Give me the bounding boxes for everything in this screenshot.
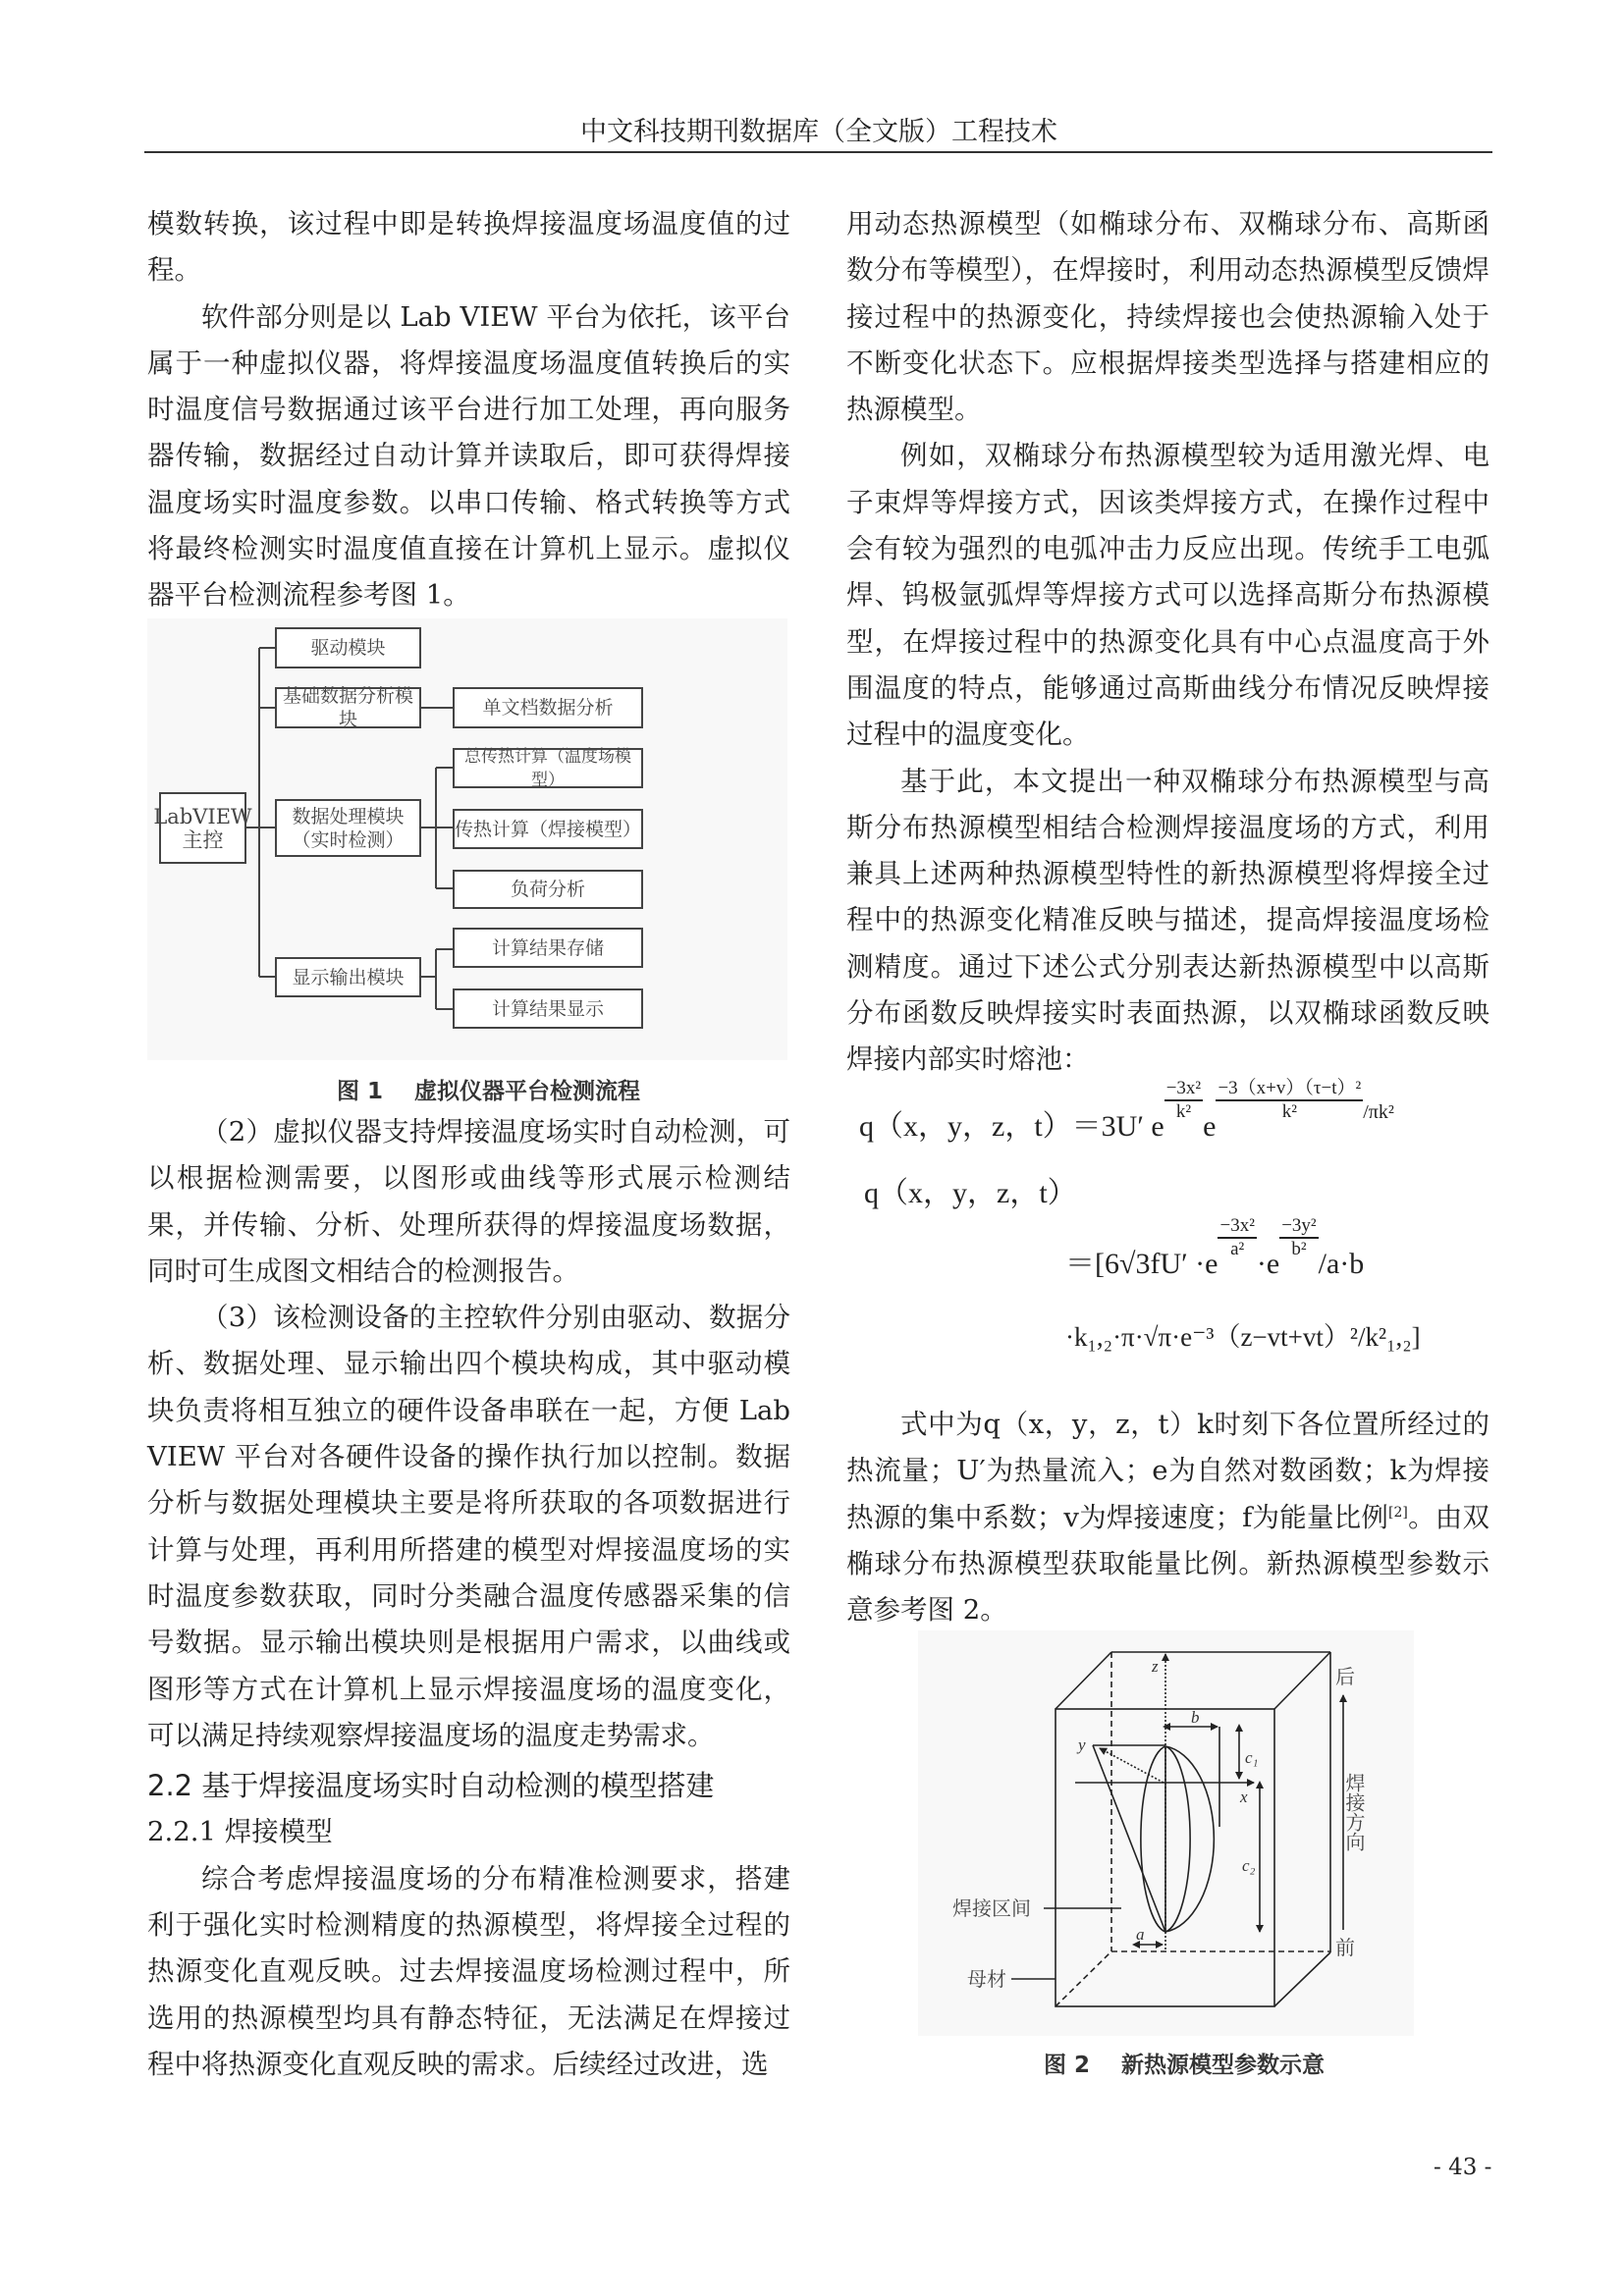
- y-axis: [1100, 1748, 1164, 1783]
- weld-zone-label: 焊接区间: [952, 1898, 1031, 1920]
- paragraph: 式中为q（x，y，z，t）k时刻下各位置所经过的热流量；U′为热量流入；e为自然对数函数；k为焊接热源的集中系数；v为焊接速度；f为能量比例[2]。由双椭球分布热源模型获取能量比例。新热源模型参数示意参考图 2。: [846, 1409, 1489, 1627]
- right-column-top: [846, 201, 1489, 1084]
- paragraph: 基于此，本文提出一种双椭球分布热源模型与高斯分布热源模型相结合检测焊接温度场的方式，利用兼具上述两种热源模型特性的新热源模型将焊接全过程中的热源变化精准反映与描述，提高焊接温度场检测精度。通过下述公式分别表达新热源模型中以高斯分布函数反映焊接实时表面热源，以双椭球函数反映焊接内部实时熔池：: [846, 765, 1489, 1076]
- paragraph: （2）虚拟仪器支持焊接温度场实时自动检测，可以根据检测需要，以图形或曲线等形式展示检测结果，并传输、分析、处理所获得的焊接温度场数据，同时可生成图文相结合的检测报告。: [147, 1116, 790, 1287]
- heat-source-model-drawing: [918, 1630, 1414, 2036]
- base-metal-label: 母材: [967, 1969, 1006, 1991]
- b-label: b: [1191, 1708, 1200, 1727]
- box-result-display: 计算结果显示: [453, 988, 643, 1029]
- box-single-doc-analysis: 单文档数据分析: [453, 687, 643, 728]
- equation-2-line3: ·k₁,₂·π·√π·e⁻³（z−vt+vt）²/k²₁,₂]: [1065, 1322, 1421, 1352]
- box-driver-module: 驱动模块: [275, 627, 421, 668]
- a-label: a: [1136, 1925, 1145, 1944]
- paragraph: 例如，双椭球分布热源模型较为适用激光焊、电子束焊等焊接方式，因该类焊接方式，在操作过程中会有较为强烈的电弧冲击力反应出现。传统手工电弧焊、钨极氩弧焊等焊接方式可以选择高斯分布热源模型，在焊接过程中的热源变化具有中心点温度高于外围温度的特点，能够通过高斯曲线分布情况反映焊接过程中的温度变化。: [846, 440, 1489, 751]
- figure-1-caption: 图 1 虚拟仪器平台检测流程: [337, 1079, 641, 1104]
- c2-label: c₂: [1242, 1856, 1256, 1875]
- page-number: - 43 -: [1434, 2155, 1492, 2180]
- equation-2-lhs: q（x，y，z，t）: [864, 1177, 1077, 1209]
- figure-1-flowchart: [147, 618, 787, 1060]
- left-column-bottom: [147, 1109, 790, 2088]
- paragraph: 模数转换，该过程中即是转换焊接温度场温度值的过程。: [147, 208, 790, 287]
- front-label: 前: [1335, 1938, 1355, 1959]
- paragraph: 软件部分则是以 Lab VIEW 平台为依托，该平台属于一种虚拟仪器，将焊接温度场温度值转换后的实时温度信号数据通过该平台进行加工处理，再向服务器传输，数据经过自动计算并读取后，即可获得焊接温度场实时温度参数。以串口传输、格式转换等方式将最终检测实时温度值直接在计算机上显示。虚拟仪器平台检测流程参考图 1。: [147, 300, 790, 612]
- box-heat-calc-weld: 传热计算（焊接模型）: [453, 809, 643, 849]
- right-column-bottom: [846, 1402, 1489, 1633]
- box-result-storage: 计算结果存储: [453, 928, 643, 968]
- box-basic-analysis-module: 基础数据分析模块: [275, 687, 421, 728]
- citation[interactable]: [2]: [1388, 1504, 1408, 1521]
- box-labview-main: LabVIEW 主控: [159, 792, 246, 864]
- paragraph: （3）该检测设备的主控软件分别由驱动、数据分析、数据处理、显示输出四个模块构成，其中驱动模块负责将相互独立的硬件设备串联在一起，方便 Lab VIEW 平台对各硬件设备的操作执行加以控制。数据分析与数据处理模块主要是将所获取的各项数据进行计算与处理，再利用所搭建的模型对焊接温度场的实时温度参数获取，同时分类融合温度传感器采集的信号数据。显示输出模块则是根据用户需求，以曲线或图形等方式在计算机上显示焊接温度场的温度变化，可以满足持续观察焊接温度场的温度走势需求。: [147, 1302, 790, 1751]
- box-display-output-module: 显示输出模块: [275, 957, 421, 997]
- back-label: 后: [1335, 1667, 1355, 1688]
- paragraph: 综合考虑焊接温度场的分布精准检测要求，搭建利于强化实时检测精度的热源模型，将焊接全过程的热源变化直观反映。过去焊接温度场检测过程中，所选用的热源模型均具有静态特征，无法满足在焊接过程中将热源变化直观反映的需求。后续经过改进，选: [147, 1862, 790, 2080]
- figure-2-heat-source-diagram: [918, 1630, 1414, 2036]
- box-load-analysis: 负荷分析: [453, 870, 643, 909]
- box-data-processing-module: 数据处理模块 （实时检测）: [275, 799, 421, 857]
- paragraph: 用动态热源模型（如椭球分布、双椭球分布、高斯函数分布等模型），在焊接时，利用动态热源模型反馈焊接过程中的热源变化，持续焊接也会使热源输入处于不断变化状态下。应根据焊接类型选择与搭建相应的热源模型。: [846, 208, 1489, 426]
- x-label: x: [1240, 1788, 1248, 1806]
- header-rule: [144, 151, 1492, 153]
- subsection-heading: 2.2.1 焊接模型: [147, 1816, 333, 1848]
- figure-2-caption: 图 2 新热源模型参数示意: [1044, 2053, 1326, 2078]
- running-header: 中文科技期刊数据库（全文版）工程技术: [580, 117, 1057, 147]
- equation-1: q（x，y，z，t）＝3U′ e $\frac{\text{−3x²}}{\text{k²}}e$ $\frac{\text{−3（x+v）（τ−t）²}}{\text{k²}}^{/\pi k^2}$: [859, 1078, 1394, 1143]
- c1-label: c₁: [1245, 1748, 1259, 1767]
- z-label: z: [1152, 1657, 1159, 1676]
- y-label: y: [1078, 1735, 1086, 1754]
- left-column-top: [147, 201, 790, 619]
- section-heading: 2.2 基于焊接温度场实时自动检测的模型搭建: [147, 1769, 715, 1803]
- weld-direction-label: 焊接方向: [1342, 1773, 1364, 1851]
- box-total-heat-calc: 总传热计算（温度场模型）: [453, 748, 643, 788]
- equation-2-line2: ＝[6√3fU′ ·e $\frac{\text{−3x²}}{\text{a²}}\cdot e$ $\frac{\text{−3y²}}{\text{b²}}/a\cdot b$: [1065, 1215, 1365, 1280]
